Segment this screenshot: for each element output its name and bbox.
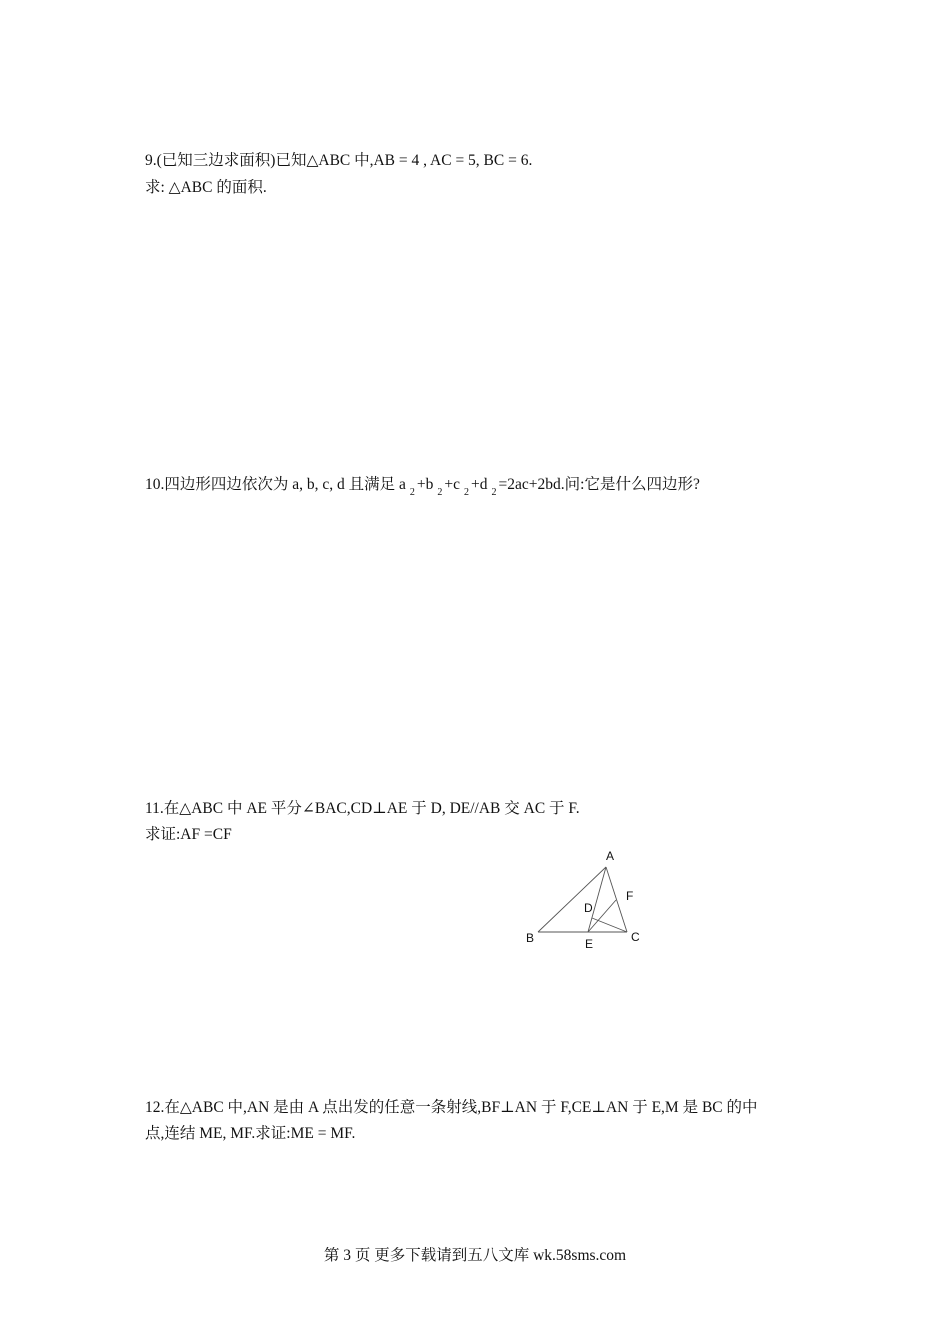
- problem-10-statement: [145, 475, 700, 497]
- problem-11-statement: 11.在△ABC 中 AE 平分∠BAC,CD⊥AE 于 D, DE//AB 交 AC 于 F.: [145, 800, 580, 817]
- exponent-c: 2: [464, 487, 470, 498]
- label-f: F: [626, 889, 634, 903]
- segment-ab: [538, 867, 606, 932]
- label-e: E: [585, 937, 594, 951]
- term-b: +b: [416, 476, 434, 493]
- problem-9-statement: 9.(已知三边求面积)已知△ABC 中,AB = 4 , AC = 5, BC = 6.: [145, 152, 533, 169]
- problem-10-prefix: 10.四边形四边依次为 a, b, c, d 且满足 a: [145, 476, 406, 493]
- problem-10-suffix: =2ac+2bd.问:它是什么四边形?: [498, 476, 700, 493]
- label-b: B: [526, 931, 535, 945]
- term-d: +d: [471, 476, 488, 493]
- label-d: D: [584, 901, 593, 915]
- triangle-figure: [520, 845, 650, 955]
- segment-ac: [606, 867, 627, 932]
- label-c: C: [631, 930, 640, 944]
- problem-9-question: 求: △ABC 的面积.: [145, 179, 267, 196]
- label-a: A: [606, 849, 615, 863]
- exponent-b: 2: [437, 487, 443, 498]
- term-c: +c: [444, 476, 461, 493]
- exponent-d: 2: [491, 487, 497, 498]
- page-footer: 第 3 页 更多下载请到五八文库 wk.58sms.com: [323, 1247, 627, 1264]
- problem-12-statement: 12.在△ABC 中,AN 是由 A 点出发的任意一条射线,BF⊥AN 于 F,CE⊥AN 于 E,M 是 BC 的中: [145, 1099, 758, 1116]
- exponent-a: 2: [409, 487, 415, 498]
- segment-cd: [592, 918, 627, 932]
- problem-11-question: 求证:AF =CF: [145, 826, 232, 843]
- problem-12-question: 点,连结 ME, MF.求证:ME = MF.: [145, 1125, 356, 1142]
